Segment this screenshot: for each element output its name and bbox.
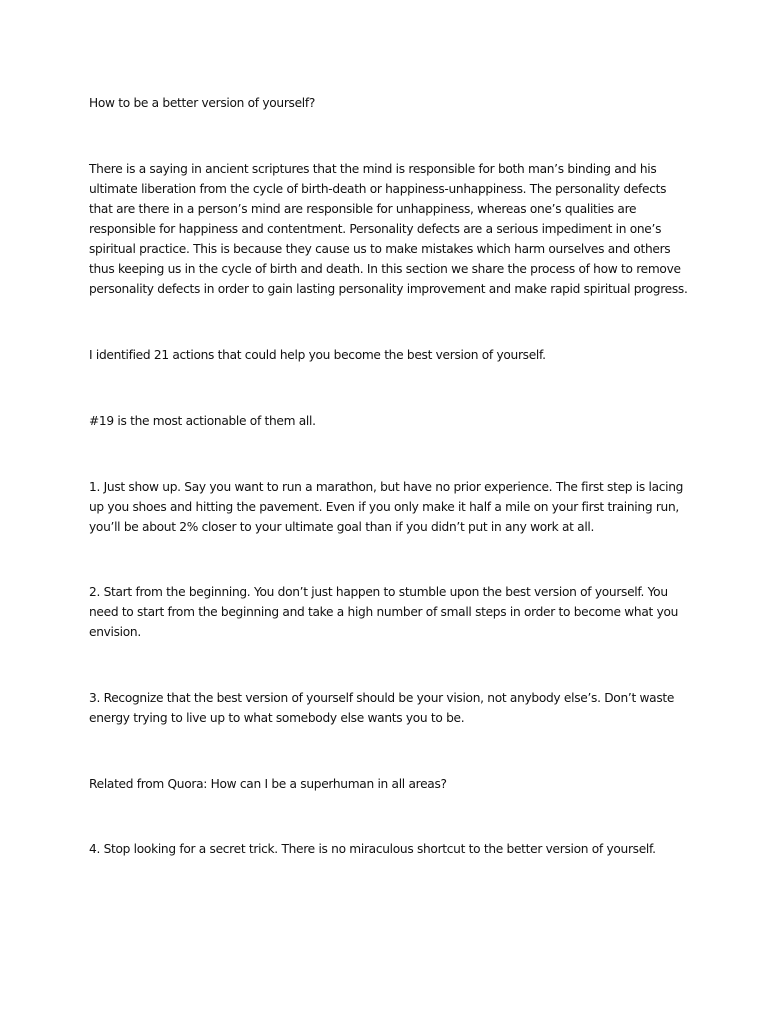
list-item-1: 1. Just show up. Say you want to run a marathon, but have no prior experience. The first step is lacing up you shoes and hitting the pavement. Even if you only make it half a mile on your first training run, you’ll be about 2% closer to your ultimate goal than if you didn’t put in any work at all.	[89, 480, 687, 534]
paragraph-most-actionable: #19 is the most actionable of them all.	[89, 414, 316, 428]
list-item-4: 4. Stop looking for a secret trick. There is no miraculous shortcut to the better version of yourself.	[89, 842, 656, 856]
list-item-2: 2. Start from the beginning. You don’t just happen to stumble upon the best version of yourself. You need to start from the beginning and take a high number of small steps in order to become what you envision.	[89, 585, 682, 639]
document-body	[89, 93, 689, 859]
related-quora-line: Related from Quora: How can I be a superhuman in all areas?	[89, 777, 447, 791]
paragraph-intro: There is a saying in ancient scriptures that the mind is responsible for both man’s binding and his ultimate liberation from the cycle of birth-death or happiness-unhappiness. The personality defects that are there in a person’s mind are responsible for unhappiness, whereas one’s qualities are responsible for happiness and contentment. Personality defects are a serious impediment in one’s spiritual practice. This is because they cause us to make mistakes which harm ourselves and others thus keeping us in the cycle of birth and death. In this section we share the process of how to remove personality defects in order to gain lasting personality improvement and make rapid spiritual progress.	[89, 162, 688, 296]
list-item-3: 3. Recognize that the best version of yourself should be your vision, not anybody else’s. Don’t waste energy trying to live up to what somebody else wants you to be.	[89, 691, 678, 725]
paragraph-identified-actions: I identified 21 actions that could help you become the best version of yourself.	[89, 348, 546, 362]
document-title: How to be a better version of yourself?	[89, 96, 316, 110]
